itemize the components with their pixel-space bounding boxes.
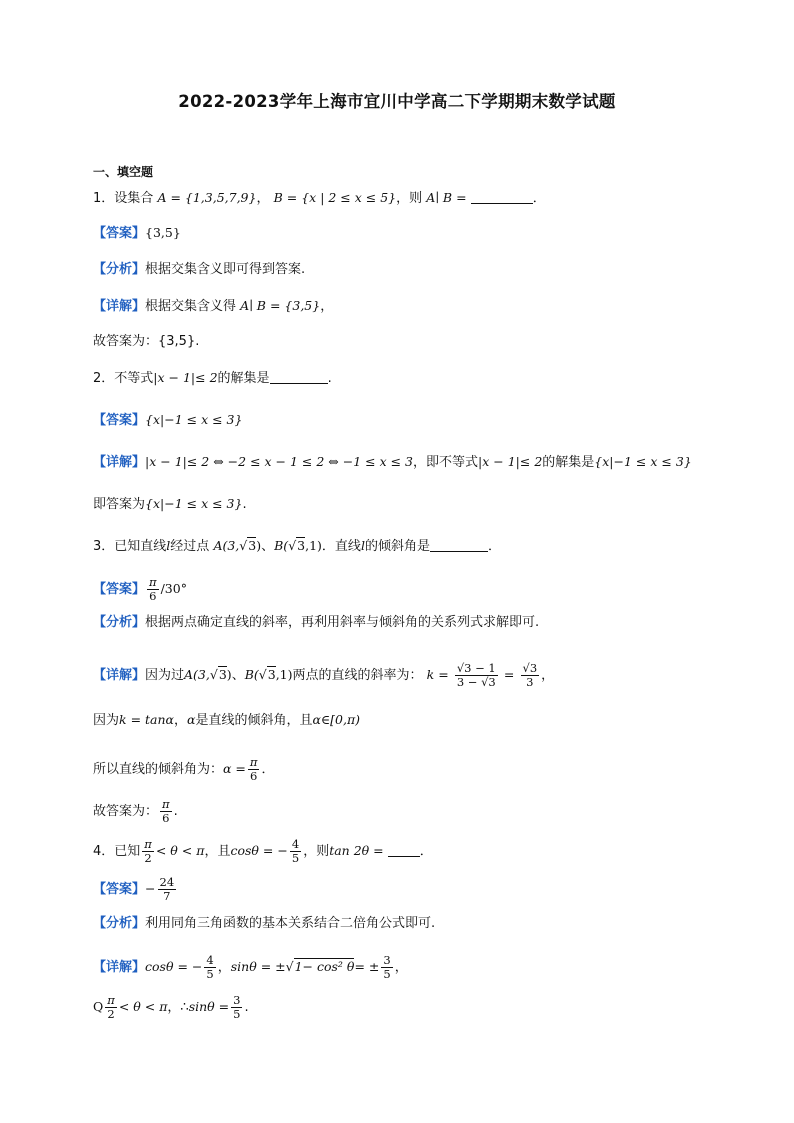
question-number: 4． <box>93 844 115 859</box>
detail-line: 【详解】根据交集含义得 A∣ B = {3,5}， <box>93 298 334 314</box>
fraction: $\frac{3}{5}$ <box>233 993 241 1021</box>
math-expr: B = {x | 2 ≤ x ≤ 5} <box>273 190 397 205</box>
answer-blank <box>471 193 533 204</box>
answer-line: 【答案】 $\frac{\pi}{6}$ /30° <box>93 575 187 603</box>
analysis-tag: 【分析】 <box>93 916 146 931</box>
fraction: $\frac{24}{7}$ <box>159 875 175 903</box>
detail-tag: 【详解】 <box>93 960 146 975</box>
final-line: 故答案为： $\frac{\pi}{6}$ . <box>93 797 178 825</box>
analysis-line: 【分析】根据交集含义即可得到答案. <box>93 262 306 277</box>
math-expr: A∣ B = <box>426 190 467 205</box>
fraction: $\frac{\pi}{2}$ <box>144 837 152 865</box>
answer-tag: 【答案】 <box>93 226 146 241</box>
detail-tag: 【详解】 <box>93 455 146 470</box>
detail-line-3: 所以直线的倾斜角为：α = $\frac{\pi}{6}$ ． <box>93 755 275 783</box>
answer-tag: 【答案】 <box>93 882 146 897</box>
analysis-tag: 【分析】 <box>93 262 146 277</box>
fraction: $\frac{\pi}{2}$ <box>107 993 115 1021</box>
question-number: 3． <box>93 539 115 554</box>
question-number: 1． <box>93 191 115 206</box>
question-4: 4．已知 $\frac{\pi}{2}$ < θ < π，且cosθ = − $\frac{4}{5}$ ，则tan 2θ = ． <box>93 837 433 865</box>
answer-blank <box>388 846 420 857</box>
fraction: $\frac{\pi}{6}$ <box>162 797 170 825</box>
detail-line: 【详解】|x − 1|≤ 2 ⇔ −2 ≤ x − 1 ≤ 2 ⇔ −1 ≤ x ≤ 3，即不等式|x − 1|≤ 2的解集是{x|−1 ≤ x ≤ 3} <box>93 454 692 470</box>
fraction: $\frac{4}{5}$ <box>291 837 300 865</box>
question-3: 3．已知直线l经过点 A(3,√3)、B(√3,1)．直线l的倾斜角是 ． <box>93 538 501 554</box>
detail-line-2: 因为k = tanα，α是直线的倾斜角，且α∈[0,π) <box>93 712 361 728</box>
detail-line-2: Q $\frac{\pi}{2}$ < θ < π，∴sinθ = $\frac{3}{5}$ . <box>93 993 249 1021</box>
fraction: $\frac{\pi}{6}$ <box>249 755 258 783</box>
analysis-tag: 【分析】 <box>93 615 146 630</box>
question-2: 2．不等式|x − 1|≤ 2的解集是 . <box>93 370 332 386</box>
answer-tag: 【答案】 <box>93 582 146 597</box>
answer-blank <box>270 373 328 384</box>
fraction: $\frac{√3 - 1}{3 - √3}$ <box>456 661 496 689</box>
answer-tag: 【答案】 <box>93 413 146 428</box>
fraction: $\frac{\pi}{6}$ <box>149 575 157 603</box>
answer-line: 【答案】− $\frac{24}{7}$ <box>93 875 175 903</box>
detail-line: 【详解】因为过A(3,√3)、B(√3,1)两点的直线的斜率为： k = $\frac{√3 - 1}{3 - √3}$ = $\frac{√3}{3}$ ， <box>93 661 555 689</box>
answer-blank <box>430 541 488 552</box>
analysis-line: 【分析】根据两点确定直线的斜率，再利用斜率与倾斜角的关系列式求解即可. <box>93 615 540 630</box>
question-number: 2． <box>93 371 115 386</box>
math-expr: A = {1,3,5,7,9} <box>157 190 257 205</box>
section-heading: 一、填空题 <box>93 165 154 179</box>
detail-tag: 【详解】 <box>93 299 146 314</box>
final-line: 即答案为{x|−1 ≤ x ≤ 3}. <box>93 496 247 512</box>
fraction: $\frac{3}{5}$ <box>383 953 391 981</box>
detail-tag: 【详解】 <box>93 668 146 683</box>
final-line: 故答案为：{3,5}. <box>93 334 200 349</box>
fraction: $\frac{√3}{3}$ <box>522 661 538 689</box>
analysis-line: 【分析】利用同角三角函数的基本关系结合二倍角公式即可. <box>93 916 436 931</box>
answer-line: 【答案】{x|−1 ≤ x ≤ 3} <box>93 412 243 428</box>
detail-line: 【详解】cosθ = − $\frac{4}{5}$ ，sinθ = ±√1− cos² θ= ± $\frac{3}{5}$ ， <box>93 953 408 981</box>
page-title: 2022-2023学年上海市宜川中学高二下学期期末数学试题 <box>178 92 616 111</box>
question-1: 1．设集合 A = {1,3,5,7,9}， B = {x | 2 ≤ x ≤ 5}，则 A∣ B = ． <box>93 190 546 206</box>
fraction: $\frac{4}{5}$ <box>206 953 214 981</box>
answer-line: 【答案】{3,5} <box>93 225 181 241</box>
